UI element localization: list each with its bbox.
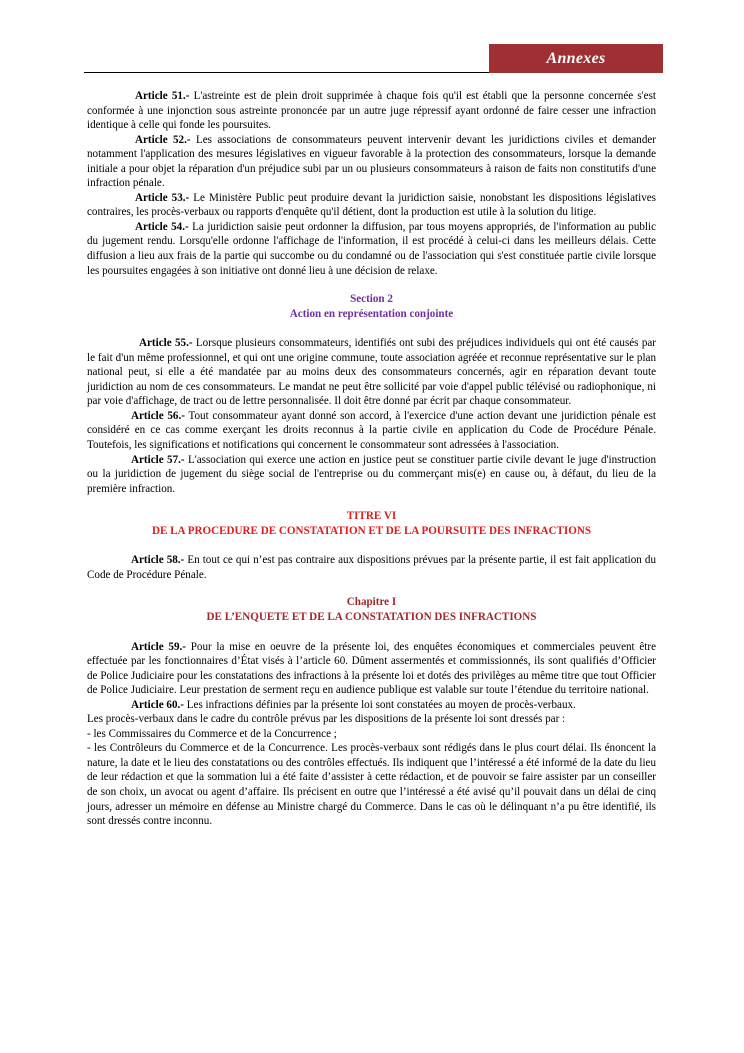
article-label: Article 57.- [131,453,185,466]
chapter-title: DE L’ENQUETE ET DE LA CONSTATATION DES INFRACTIONS [206,610,537,623]
article-label: Article 52.- [135,133,191,146]
article-text: L'association qui exerce une action en justice peut se constituer partie civile devant le juge d'instruction ou la juridiction de jugement du siège social de l'entreprise ou du commerçant mis(e) en cause ou, à défaut, du lieu de la première infraction. [87,453,656,495]
article-51 [87,89,656,133]
section-title: Action en représentation conjointe [289,307,454,320]
article-label: Article 60.- [131,698,184,711]
document-body [87,89,656,829]
article-text: La juridiction saisie peut ordonner la diffusion, par tous moyens appropriés, de l'information au public du jugement rendu. Lorsqu'elle ordonne l'affichage de l'information, il est procédé à celui-ci dans les meilleurs délais. Cette diffusion a lieu aux frais de la partie qui succombe ou du condamné ou de l'association qui s'est constituée partie civile lorsque les poursuites engagées à son initiative ont donné lieu à une décision de relaxe. [87,220,657,277]
article-52 [87,133,656,191]
article-text: Les associations de consommateurs peuvent intervenir devant les juridictions civiles et demander notamment l'application des mesures législatives en vigueur favorable à la protection des consommateurs, lorsque la demande initiale a pour objet la réparation d'un préjudice subi par un ou plusieurs consommateurs à raison de faits non constitutifs d'une infraction pénale. [87,133,656,190]
article-label: Article 54.- [135,220,189,233]
titre-number: TITRE VI [346,510,397,523]
article-label: Article 55.- [139,337,193,350]
article-text: Les infractions définies par la présente loi sont constatées au moyen de procès-verbaux. [183,698,576,711]
section-number: Section 2 [350,293,393,306]
article-59 [87,640,656,698]
list-item: - les Commissaires du Commerce et de la Concurrence ; [87,727,337,740]
article-56 [87,409,656,453]
article-label: Article 51.- [135,90,190,102]
article-text: Tout consommateur ayant donné son accord, à l'exercice d'une action devant une juridiction pénale est considéré en ce cas comme exerçant les droits reconnus à la partie civile en application du Code de Procédure Pénale. Toutefois, les significations et notifications qui concernent le consommateur sont adressées à l'association. [87,409,656,452]
chapter-number: Chapitre I [346,596,397,609]
header-title: Annexes [489,44,663,73]
article-53 [87,191,656,220]
article-60 [87,698,656,713]
article-label: Article 58.- [131,554,185,567]
article-text: Pour la mise en oeuvre de la présente loi, des enquêtes économiques et commerciales peuvent être effectuée par les fonctionnaires d’État visés à l’article 60. Dûment assermentés et commissionnés, ils sont qualifiés d’Officier de Police Judiciaire pour les constatations des infractions à la présente loi et dotés des privilèges au même titre que tout Officier de Police Judiciaire. Leur prestation de serment reçu en audience publique est valable sur toute l’étendue du territoire national. [87,640,656,697]
article-58 [87,553,656,582]
article-label: Article 56.- [131,409,185,422]
article-text: Lorsque plusieurs consommateurs, identifiés ont subi des préjudices individuels qui ont été causés par le fait d'un même professionnel, et qui ont une origine commune, toute association agréée et reconnue représentative sur le plan national peut, si elle a été mandatée par au moins deux des consommateurs concernés, agir en réparation devant toute juridiction au nom de ces consommateurs. Le mandat ne peut être sollicité par voie d'appel public télévisé ou radiophonique, ni par voie d'affichage, de tract ou de lettre personnalisée. Il doit être donné par écrit par chaque consommateur. [87,337,656,408]
article-60-intro: Les procès-verbaux dans le cadre du contrôle prévus par les dispositions de la présente loi sont dressés par : [87,713,566,726]
article-text: En tout ce qui n’est pas contraire aux dispositions prévues par la présente partie, il est fait application du Code de Procédure Pénale. [87,554,656,581]
article-text: Le Ministère Public peut produire devant la juridiction saisie, nonobstant les dispositions législatives contraires, les procès-verbaux ou rapports d'enquête qu'il détient, dont la production est utile à la solution du litige. [87,191,656,219]
article-label: Article 53.- [135,191,190,204]
article-54 [87,220,656,278]
article-55 [87,336,656,409]
article-57 [87,453,656,497]
list-item: - les Contrôleurs du Commerce et de la Concurrence. Les procès-verbaux sont rédigés dans le plus court délai. Ils énoncent la nature, la date et le lieu des constatations ou des contrôles effectués. Ils indiquent que l’intéressé a été informé de la date du lieu de leur rédaction et que la sommation lui a été faite d’assister à cette rédaction, et de pouvoir se faire assister par un conseiller de son choix, un avocat ou agent d’affaire. Ils précisent en outre que l’intéressé a été avisé qu’il pouvait dans un délai de cinq jours, adresser un mémoire en défense au Ministre chargé du Commerce. Dans le cas où le délinquant n’a pu être identifié, ils sont dressés contre inconnu. [87,742,656,828]
article-text: L'astreinte est de plein droit supprimée à chaque fois qu'il est établi que la personne concernée s'est conformée à une injonction sous astreinte prononcée par un autre juge répressif ayant ordonné de faire cesser une infraction identique à celle qui fonde les poursuites. [87,90,656,132]
titre-title: DE LA PROCEDURE DE CONSTATATION ET DE LA POURSUITE DES INFRACTIONS [151,524,592,537]
article-label: Article 59.- [131,640,186,653]
